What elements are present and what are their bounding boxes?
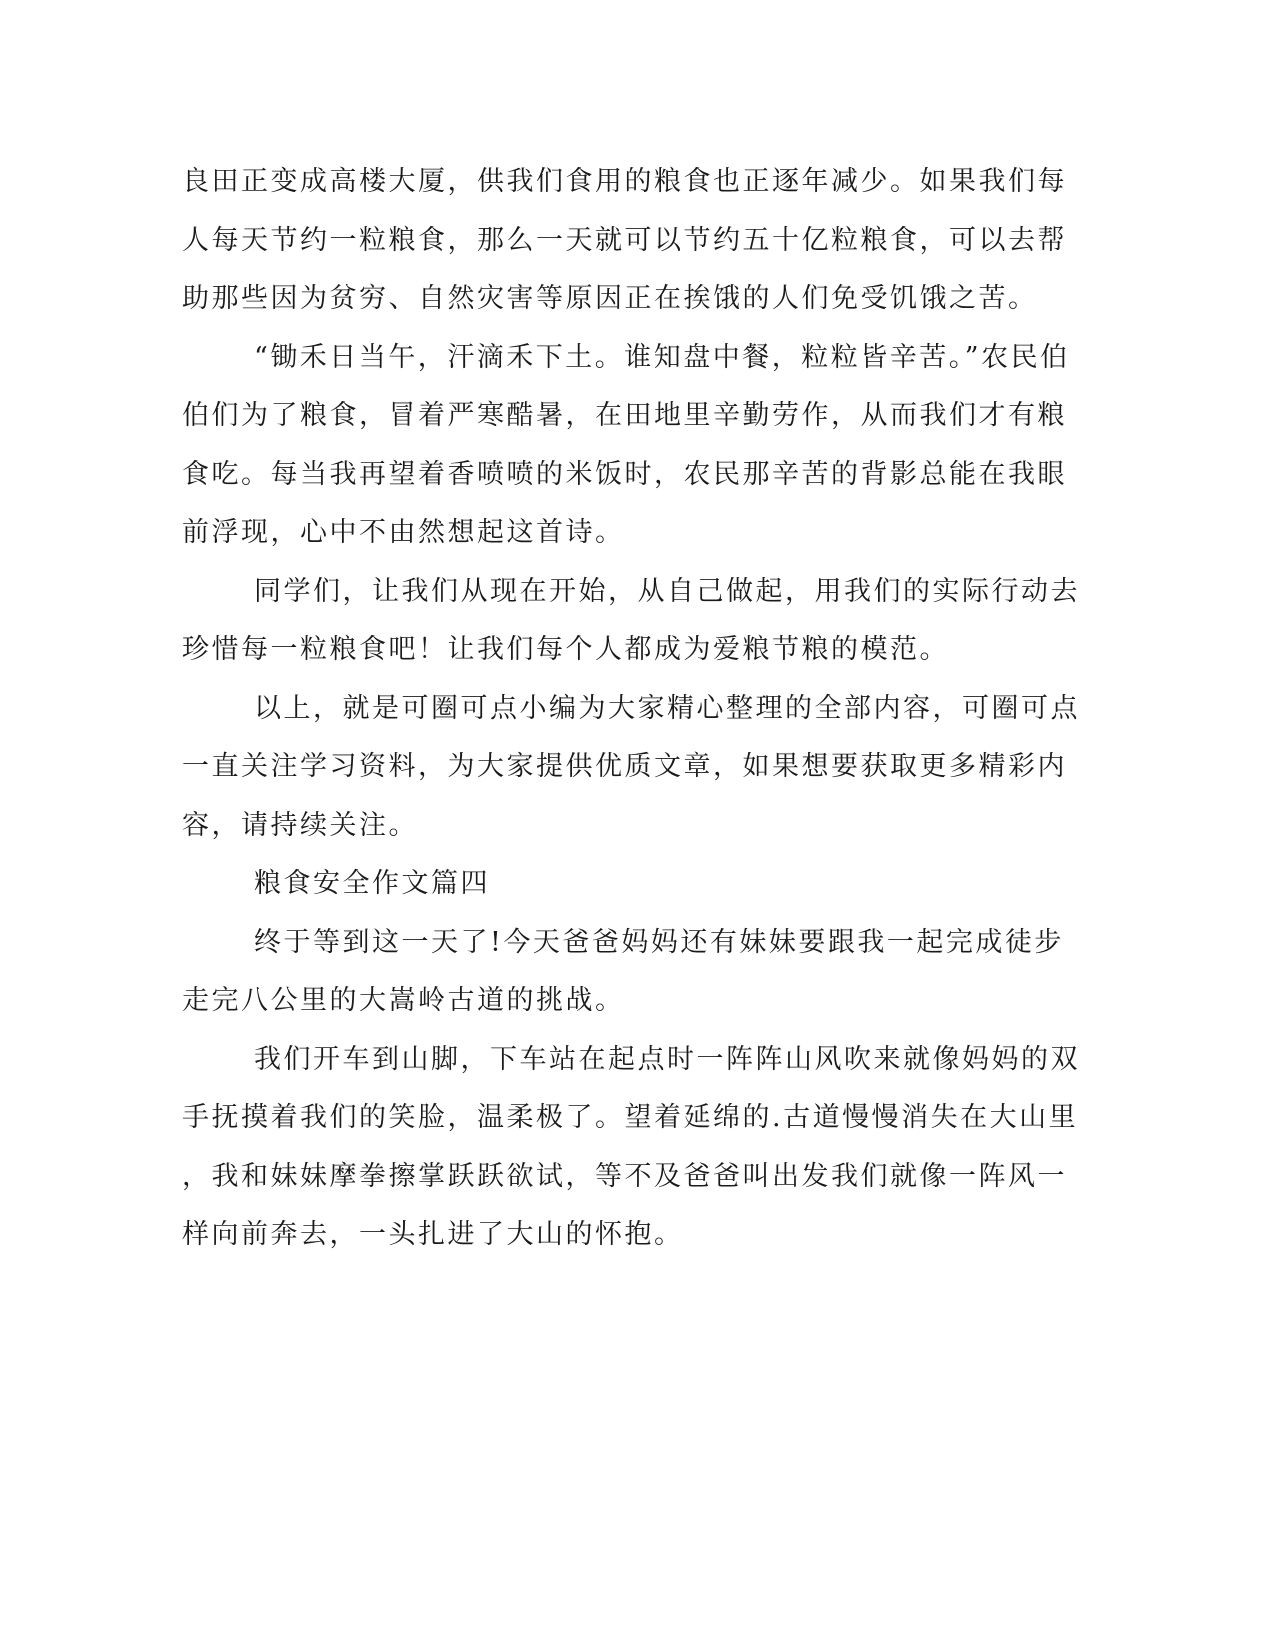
text-line: 人每天节约一粒粮食，那么一天就可以节约五十亿粒粮食，可以去帮 [182, 225, 1067, 256]
text-line: 伯们为了粮食，冒着严寒酷暑，在田地里辛勤劳作，从而我们才有粮 [182, 400, 1067, 431]
text-line: 前浮现，心中不由然想起这首诗。 [182, 517, 625, 548]
text-line: 一直关注学习资料，为大家提供优质文章，如果想要获取更多精彩内 [182, 751, 1067, 782]
text-line: “锄禾日当午，汗滴禾下土。谁知盘中餐，粒粒皆辛苦。”农民伯 [254, 342, 1070, 373]
text-line: 终于等到这一天了!今天爸爸妈妈还有妹妹要跟我一起完成徒步 [254, 927, 1064, 958]
text-line: 助那些因为贫穷、自然灾害等原因正在挨饿的人们免受饥饿之苦。 [182, 283, 1038, 314]
text-line: 我们开车到山脚，下车站在起点时一阵阵山风吹来就像妈妈的双 [254, 1044, 1080, 1075]
text-line: 手抚摸着我们的笑脸，温柔极了。望着延绵的.古道慢慢消失在大山里 [182, 1102, 1079, 1133]
text-line: 良田正变成高楼大厦，供我们食用的粮食也正逐年减少。如果我们每 [182, 166, 1067, 197]
text-line: 以上，就是可圈可点小编为大家精心整理的全部内容，可圈可点 [254, 693, 1080, 724]
text-line: 食吃。每当我再望着香喷喷的米饭时，农民那辛苦的背影总能在我眼 [182, 459, 1067, 490]
section-heading: 粮食安全作文篇四 [254, 868, 490, 899]
text-line: 样向前奔去，一头扎进了大山的怀抱。 [182, 1219, 684, 1250]
text-line: 容，请持续关注。 [182, 810, 418, 841]
text-line: ，我和妹妹摩拳擦掌跃跃欲试，等不及爸爸叫出发我们就像一阵风一 [182, 1161, 1067, 1192]
text-line: 同学们，让我们从现在开始，从自己做起，用我们的实际行动去 [254, 576, 1080, 607]
text-line: 走完八公里的大嵩岭古道的挑战。 [182, 985, 625, 1016]
text-line: 珍惜每一粒粮食吧！让我们每个人都成为爱粮节粮的模范。 [182, 634, 949, 665]
